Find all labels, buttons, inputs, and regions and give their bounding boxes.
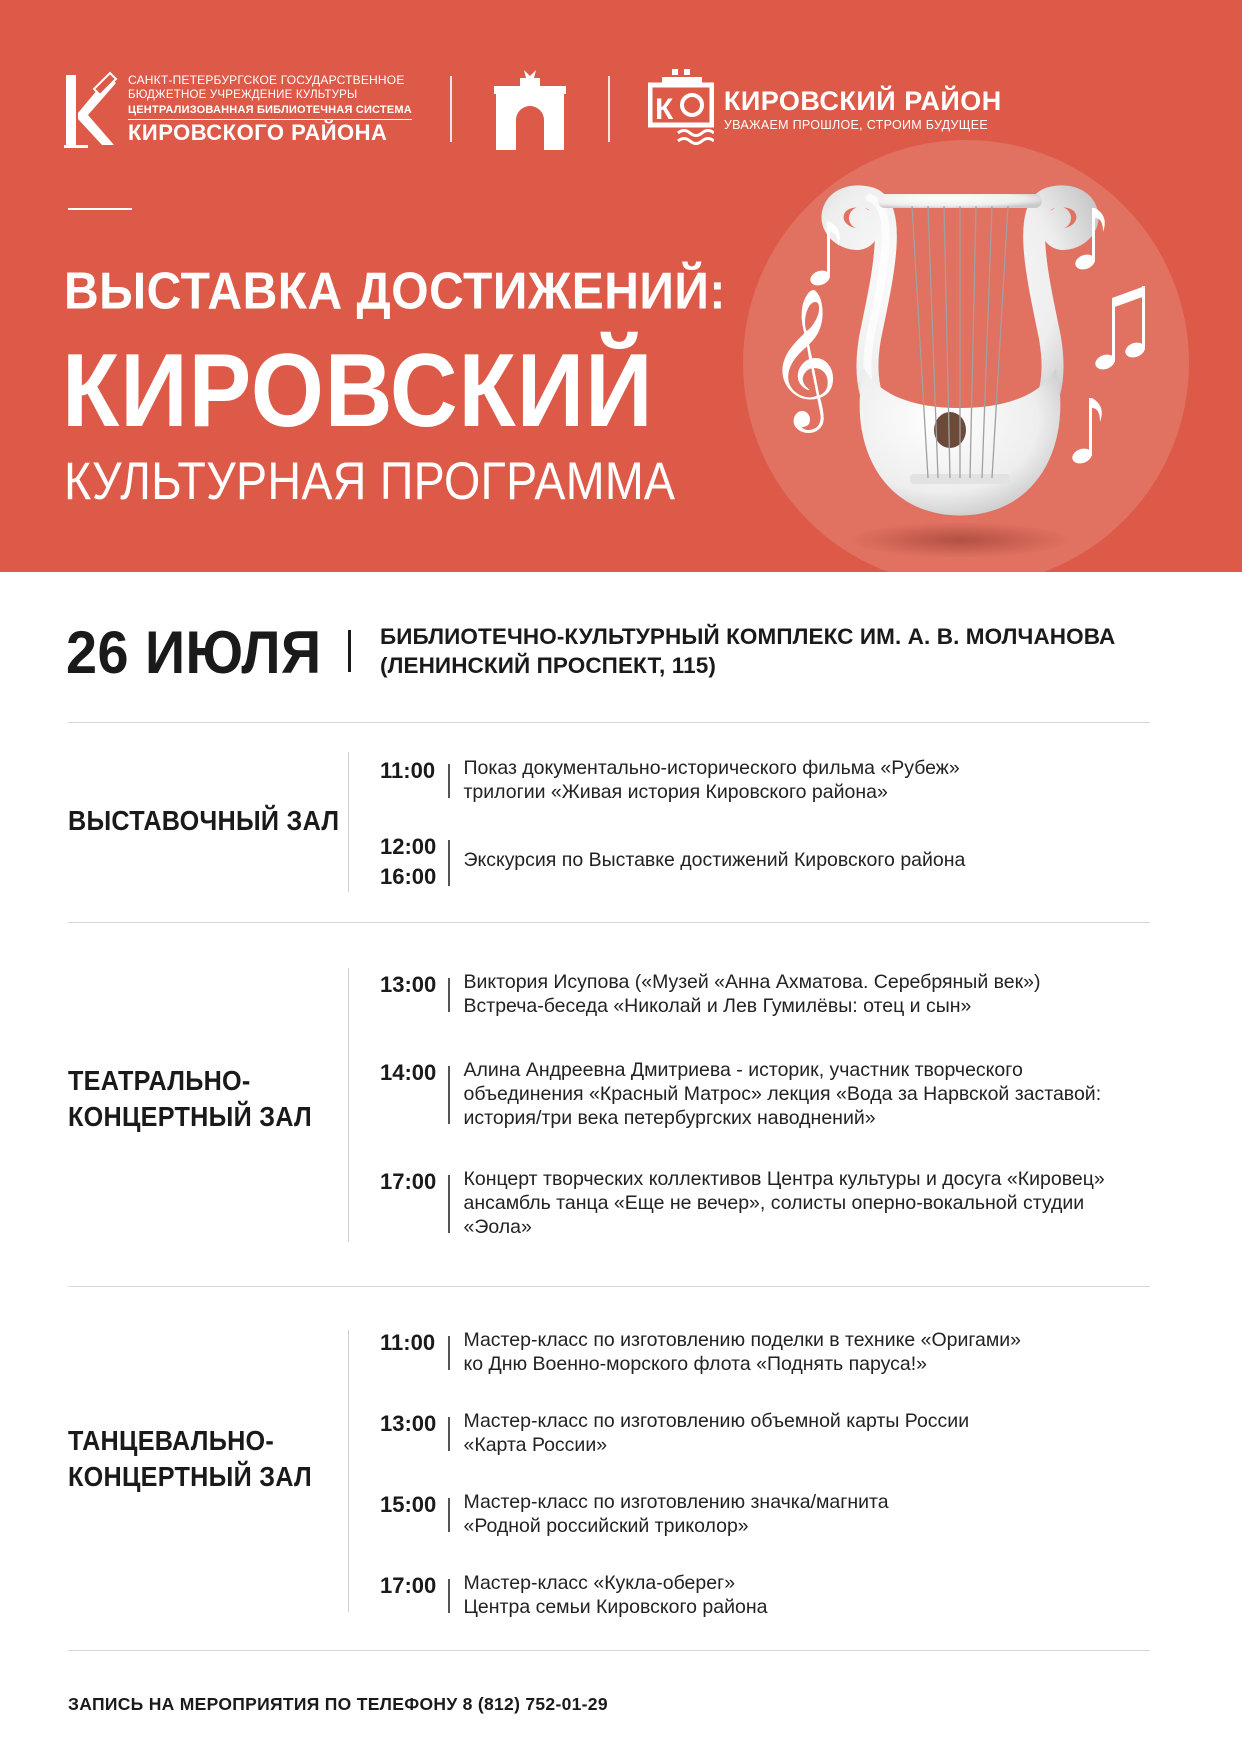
schedule-item xyxy=(380,832,965,892)
schedule-item xyxy=(380,1409,969,1457)
schedule-item xyxy=(380,1058,1101,1130)
logo-divider xyxy=(450,76,452,142)
schedule-item xyxy=(380,1571,767,1619)
district-emblem-icon xyxy=(648,69,714,149)
divider-4 xyxy=(68,1650,1150,1651)
event-description-line: Показ документально-исторического фильма «Рубеж» xyxy=(463,757,960,779)
library-line-3: ЦЕНТРАЛИЗОВАННАЯ БИБЛИОТЕЧНАЯ СИСТЕМА xyxy=(128,103,412,120)
event-description-line: Мастер-класс по изготовлению поделки в технике «Оригами» xyxy=(463,1329,1022,1351)
place-line-1: БИБЛИОТЕЧНО-КУЛЬТУРНЫЙ КОМПЛЕКС ИМ. А. В. МОЛЧАНОВА xyxy=(380,624,1116,649)
event-time: 12:00 xyxy=(380,834,437,859)
header-banner xyxy=(0,0,1242,572)
hall-separator xyxy=(348,752,349,892)
library-line-2: БЮДЖЕТНОЕ УЧРЕЖДЕНИЕ КУЛЬТУРЫ xyxy=(128,88,358,101)
place-line-2: (ЛЕНИНСКИЙ ПРОСПЕКТ, 115) xyxy=(380,653,716,678)
event-place xyxy=(380,622,1115,680)
event-description-line: Мастер-класс по изготовлению значка/магнита xyxy=(463,1491,889,1513)
event-description-line: ансамбль танца «Еще не вечер», солисты оперно-вокальной студии xyxy=(463,1192,1085,1214)
hall-name-line: КОНЦЕРТНЫЙ ЗАЛ xyxy=(68,1461,313,1492)
event-date: 26 ИЮЛЯ xyxy=(66,619,322,686)
divider-1 xyxy=(68,722,1150,723)
event-description-line: «Родной российский триколор» xyxy=(463,1515,749,1537)
title-line-2: КИРОВСКИЙ xyxy=(62,331,654,449)
event-description-line: Виктория Исупова («Музей «Анна Ахматова. Серебряный век») xyxy=(463,971,1041,993)
hall-separator xyxy=(348,1330,349,1612)
hall-name-line: ТАНЦЕВАЛЬНО- xyxy=(68,1425,275,1456)
logo-bar xyxy=(64,64,1002,154)
event-description-line: трилогии «Живая история Кировского района» xyxy=(463,781,888,803)
schedule-item xyxy=(380,1328,1021,1376)
time-tick xyxy=(448,1417,450,1451)
event-description-line: Концерт творческих коллективов Центра культуры и досуга «Кировец» xyxy=(463,1168,1105,1190)
event-description-line: «Эола» xyxy=(463,1216,532,1238)
event-description-line: «Карта России» xyxy=(463,1434,608,1456)
divider-3 xyxy=(68,1286,1150,1287)
registration-phone: ЗАПИСЬ НА МЕРОПРИЯТИЯ ПО ТЕЛЕФОНУ 8 (812) 752-01-29 xyxy=(68,1694,608,1714)
hall-name xyxy=(68,1423,312,1495)
hall-name-line: ВЫСТАВОЧНЫЙ ЗАЛ xyxy=(68,805,340,836)
library-line-4: КИРОВСКОГО РАЙОНА xyxy=(128,119,388,145)
event-time: 13:00 xyxy=(380,972,437,997)
hall-name xyxy=(68,803,339,839)
district-subtitle: УВАЖАЕМ ПРОШЛОЕ, СТРОИМ БУДУЩЕЕ xyxy=(723,118,989,132)
event-time: 16:00 xyxy=(380,864,437,889)
title-line-1: ВЫСТАВКА ДОСТИЖЕНИЙ: xyxy=(64,263,726,321)
hall-name-line: КОНЦЕРТНЫЙ ЗАЛ xyxy=(68,1101,313,1132)
hall-name-line: ТЕАТРАЛЬНО- xyxy=(68,1065,251,1096)
lyre-illustration xyxy=(760,168,1160,568)
district-logo xyxy=(648,69,1002,149)
event-description-line: объединения «Красный Матрос» лекция «Вода за Нарвской заставой: xyxy=(463,1083,1102,1105)
event-description-line: Мастер-класс «Кукла-оберег» xyxy=(463,1572,736,1594)
hall-name xyxy=(68,1063,312,1135)
date-separator xyxy=(348,630,351,672)
event-time: 15:00 xyxy=(380,1492,437,1517)
event-description-line: Экскурсия по Выставке достижений Кировского района xyxy=(463,849,966,871)
event-time: 17:00 xyxy=(380,1169,437,1194)
svg-text:К: К xyxy=(654,93,674,126)
time-tick xyxy=(448,1066,450,1124)
time-tick xyxy=(448,1579,450,1613)
schedule-item xyxy=(380,1167,1105,1239)
event-time: 11:00 xyxy=(380,1330,436,1355)
event-description-line: ко Дню Военно-морского флота «Поднять паруса!» xyxy=(463,1353,928,1375)
event-description-line: Встреча-беседа «Николай и Лев Гумилёвы: отец и сын» xyxy=(463,995,972,1017)
schedule-item xyxy=(380,970,1040,1018)
schedule-item xyxy=(380,756,960,804)
arch-icon xyxy=(490,68,570,150)
event-description-line: Центра семьи Кировского района xyxy=(463,1596,768,1618)
time-tick xyxy=(448,840,450,886)
library-line-1: САНКТ-ПЕТЕРБУРГСКОЕ ГОСУДАРСТВЕННОЕ xyxy=(128,72,405,87)
library-logo xyxy=(64,69,412,149)
event-description-line: история/три века петербургских наводнений» xyxy=(463,1107,876,1129)
event-time: 13:00 xyxy=(380,1411,437,1436)
hall-separator xyxy=(348,968,349,1242)
divider-2 xyxy=(68,922,1150,923)
logo-divider-2 xyxy=(608,76,610,142)
time-tick xyxy=(448,764,450,798)
event-description-line: Мастер-класс по изготовлению объемной карты России xyxy=(463,1410,970,1432)
event-time: 17:00 xyxy=(380,1573,437,1598)
time-tick xyxy=(448,978,450,1012)
library-k-icon xyxy=(64,69,118,149)
event-description-line: Алина Андреевна Дмитриева - историк, участник творческого xyxy=(463,1059,1023,1081)
schedule-item xyxy=(380,1490,889,1538)
event-time: 14:00 xyxy=(380,1060,437,1085)
title-rule xyxy=(68,208,132,210)
treble-clef-icon: 𝄞 xyxy=(768,288,839,427)
title-line-3: КУЛЬТУРНАЯ ПРОГРАММА xyxy=(64,452,676,511)
time-tick xyxy=(448,1336,450,1370)
time-tick xyxy=(448,1498,450,1532)
event-time: 11:00 xyxy=(380,758,436,783)
time-tick xyxy=(448,1175,450,1233)
district-title: КИРОВСКИЙ РАЙОН xyxy=(723,86,1002,116)
